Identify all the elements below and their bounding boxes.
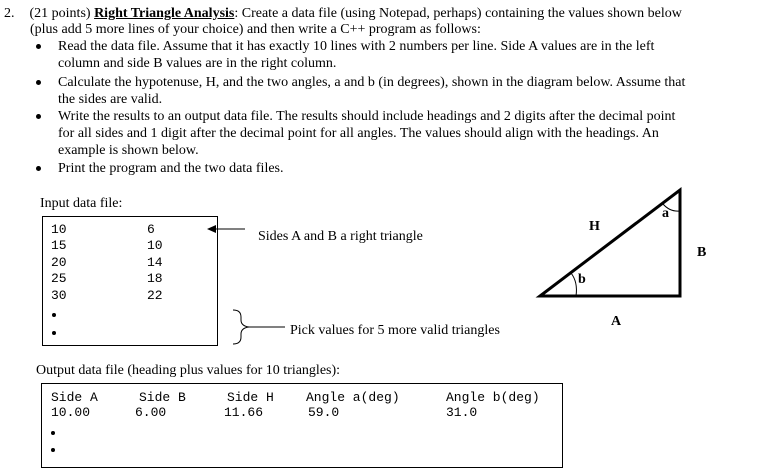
- input-row-1-b: 6: [147, 222, 155, 237]
- problem-intro-line2: (plus add 5 more lines of your choice) and then write a C++ program as follows:: [30, 22, 481, 37]
- bullet-4-line-1: Print the program and the two data files.: [58, 161, 284, 176]
- problem-intro-line1: : Create a data file (using Notepad, perhaps) containing the values shown below: [234, 6, 682, 21]
- output-value-side-a: 10.00: [51, 405, 91, 420]
- input-row-5-b: 22: [147, 288, 163, 303]
- output-header-angle-b: Angle b(deg): [446, 390, 540, 405]
- side-a-label: A: [611, 314, 622, 329]
- input-row-1-a: 10: [51, 222, 67, 237]
- output-header-side-b: Side B: [139, 390, 186, 405]
- input-row-3-b: 14: [147, 255, 163, 270]
- side-b-label: B: [697, 245, 707, 260]
- arrow-left-icon: [207, 225, 245, 233]
- input-file-label: Input data file:: [40, 196, 123, 211]
- arrow-note: Sides A and B a right triangle: [258, 229, 423, 244]
- right-triangle: [540, 190, 680, 296]
- output-file-label: Output data file (heading plus values for 10 triangles):: [36, 363, 341, 378]
- output-header-angle-a: Angle a(deg): [306, 390, 400, 405]
- input-row-4-b: 18: [147, 271, 163, 286]
- bullet-2-line-2: the sides are valid.: [58, 92, 163, 107]
- output-header-side-a: Side A: [51, 390, 98, 405]
- bullet-3-line-2: for all sides and 1 digit after the decimal point for all angles. The values should align with the headings. An: [58, 126, 659, 141]
- curly-brace-icon: [233, 310, 249, 344]
- output-value-side-h: 11.66: [224, 405, 264, 420]
- input-row-4-a: 25: [51, 271, 67, 286]
- input-row-3-a: 20: [51, 255, 67, 270]
- bullet-3-line-3: example is shown below.: [58, 143, 199, 158]
- bullet-2-line-1: Calculate the hypotenuse, H, and the two angles, a and b (in degrees), shown in the diagram below. Assume that: [58, 75, 686, 90]
- hypotenuse-label: H: [589, 219, 600, 234]
- bullet-1-line-1: Read the data file. Assume that it has exactly 10 lines with 2 numbers per line. Side A values are in the left: [58, 39, 655, 54]
- problem-number: 2.: [4, 6, 15, 21]
- output-header-side-h: Side H: [227, 390, 274, 405]
- output-value-angle-a: 59.0: [308, 405, 340, 420]
- brace-note: Pick values for 5 more valid triangles: [290, 323, 500, 338]
- input-row-2-b: 10: [147, 238, 163, 253]
- input-row-2-a: 15: [51, 238, 67, 253]
- angle-b-label: b: [578, 272, 586, 287]
- bullet-1-line-2: column and side B values are in the right column.: [58, 56, 337, 71]
- angle-a-label: a: [662, 206, 669, 221]
- problem-points: (21 points): [29, 6, 91, 21]
- problem-title: Right Triangle Analysis: [94, 6, 235, 21]
- output-value-angle-b: 31.0: [446, 405, 478, 420]
- output-value-side-b: 6.00: [135, 405, 167, 420]
- angle-b-arc: [571, 273, 576, 296]
- input-row-5-a: 30: [51, 288, 67, 303]
- bullet-3-line-1: Write the results to an output data file. The results should include headings and 2 digits after the decimal point: [58, 109, 676, 124]
